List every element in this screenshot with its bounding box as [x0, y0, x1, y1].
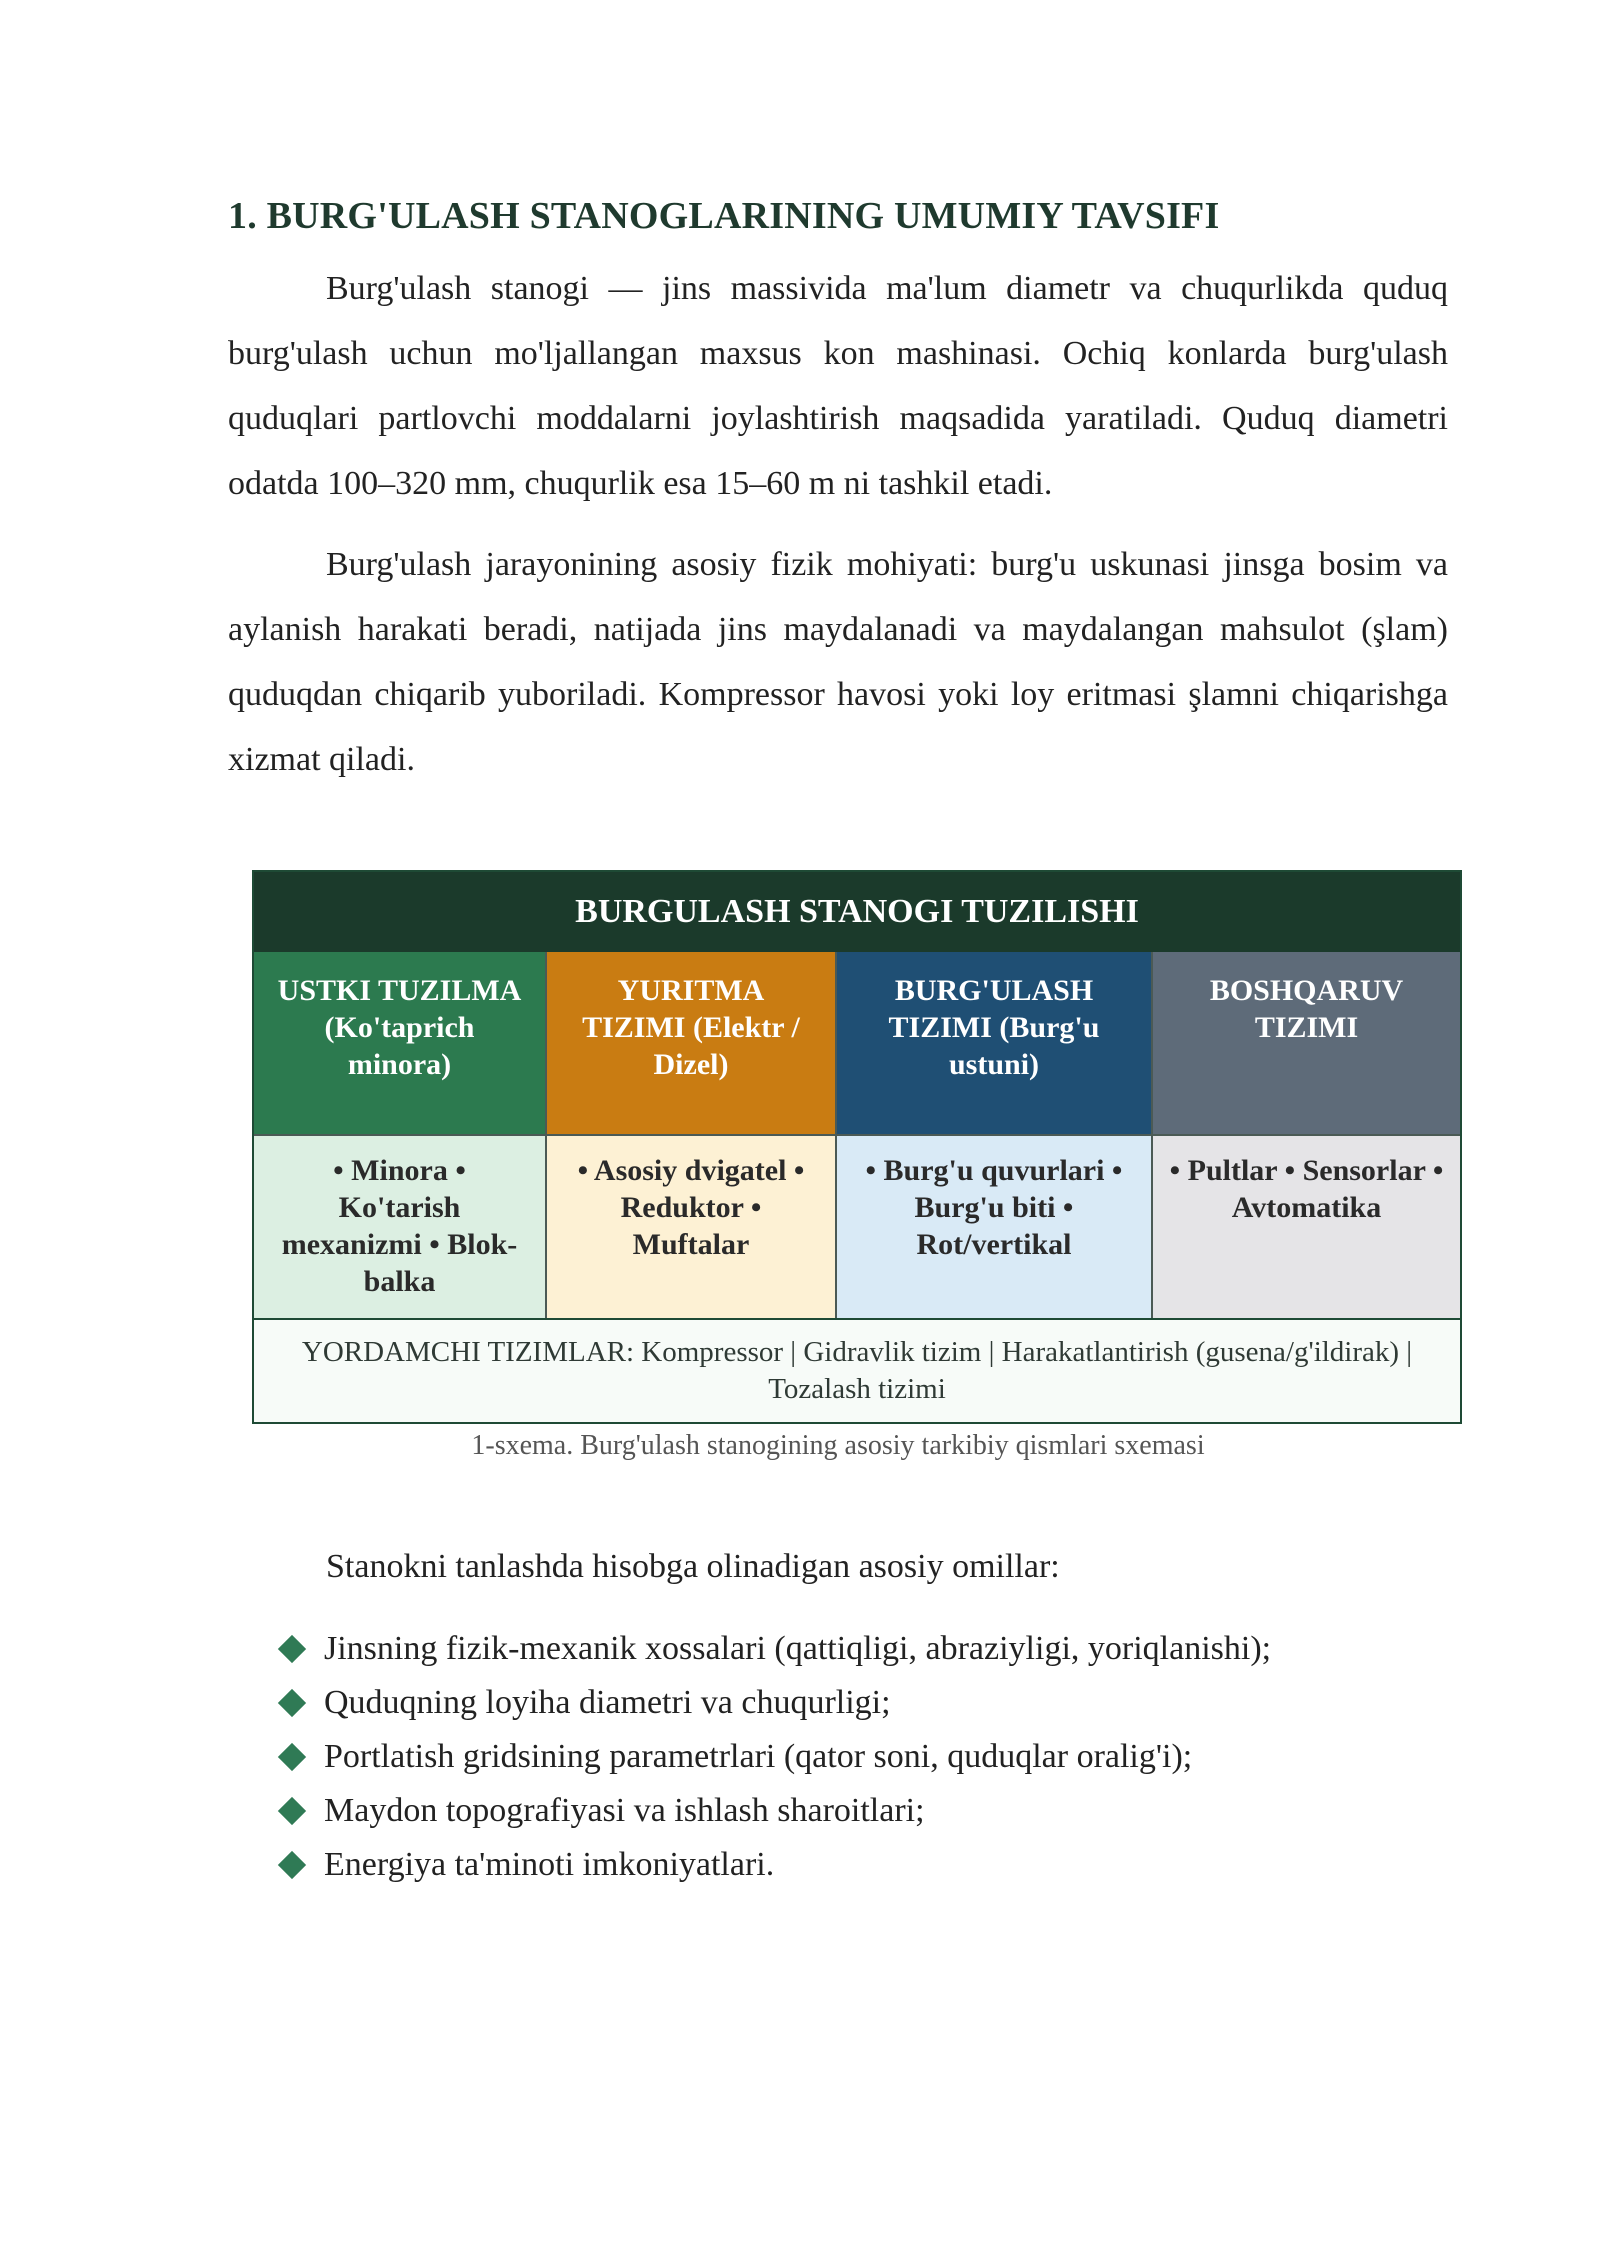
- diagram-title: BURGULASH STANOGI TUZILISHI: [254, 872, 1460, 952]
- column-items-drive-system: • Asosiy dvigatel • Reduktor • Muftalar: [545, 1134, 835, 1318]
- factors-list: [278, 1622, 1271, 1892]
- column-header-drive-system: YURITMA TIZIMI (Elektr / Dizel): [545, 952, 835, 1134]
- column-header-control-system: BOSHQARUV TIZIMI: [1151, 952, 1460, 1134]
- list-item: [278, 1838, 1271, 1892]
- diagram-headers: [254, 952, 1460, 1134]
- document-page: [228, 190, 1448, 1883]
- list-item: [278, 1784, 1271, 1838]
- diamond-bullet-icon: [278, 1851, 306, 1879]
- list-item: [278, 1676, 1271, 1730]
- list-item-text: Quduqning loyiha diametri va chuqurligi;: [324, 1684, 891, 1721]
- column-header-drilling-system: BURG'ULASH TIZIMI (Burg'u ustuni): [835, 952, 1151, 1134]
- column-header-upper-structure: USTKI TUZILMA (Ko'taprich minora): [254, 952, 545, 1134]
- list-item-text: Jinsning fizik-mexanik xossalari (qattiqligi, abraziyligi, yoriqlanishi);: [324, 1630, 1272, 1667]
- diamond-bullet-icon: [278, 1797, 306, 1825]
- auxiliary-systems: YORDAMCHI TIZIMLAR: Kompressor | Gidravlik tizim | Harakatlantirish (gusena/g'ildirak) | Tozalash tizimi: [254, 1318, 1460, 1422]
- column-items-upper-structure: • Minora • Ko'tarish mexanizmi • Blok-balka: [254, 1134, 545, 1318]
- factors-intro: Stanokni tanlashda hisobga olinadigan asosiy omillar:: [326, 1548, 1060, 1585]
- diagram-bodies: [254, 1134, 1460, 1318]
- paragraph-1: Burg'ulash stanogi — jins massivida ma'lum diametr va chuqurlikda quduq burg'ulash uchun mo'ljallangan maxsus kon mashinasi. Ochiq konlarda burg'ulash quduqlari partlovchi moddalarni joylashtirish maqsadida yaratiladi. Quduq diametri odatda 100–320 mm, chuqurlik esa 15–60 m ni tashkil etadi.: [228, 270, 1448, 502]
- column-items-drilling-system: • Burg'u quvurlari • Burg'u biti • Rot/vertikal: [835, 1134, 1151, 1318]
- section-heading: 1. BURG'ULASH STANOGLARINING UMUMIY TAVSIFI: [228, 195, 1220, 237]
- diagram-caption: 1-sxema. Burg'ulash stanogining asosiy tarkibiy qismlari sxemasi: [471, 1430, 1205, 1461]
- list-item-text: Energiya ta'minoti imkoniyatlari.: [324, 1846, 775, 1883]
- list-item: [278, 1730, 1271, 1784]
- list-item: [278, 1622, 1271, 1676]
- paragraph-2: Burg'ulash jarayonining asosiy fizik mohiyati: burg'u uskunasi jinsga bosim va aylanish harakati beradi, natijada jins maydalanadi va maydalangan mahsulot (şlam) quduqdan chiqarib yuboriladi. Kompressor havosi yoki loy eritmasi şlamni chiqarishga xizmat qiladi.: [228, 546, 1448, 778]
- list-item-text: Portlatish gridsining parametrlari (qator soni, quduqlar oralig'i);: [324, 1738, 1193, 1775]
- diamond-bullet-icon: [278, 1635, 306, 1663]
- list-item-text: Maydon topografiyasi va ishlash sharoitlari;: [324, 1792, 925, 1829]
- structure-diagram: [252, 870, 1462, 1424]
- diamond-bullet-icon: [278, 1689, 306, 1717]
- diamond-bullet-icon: [278, 1743, 306, 1771]
- column-items-control-system: • Pultlar • Sensorlar • Avtomatika: [1151, 1134, 1460, 1318]
